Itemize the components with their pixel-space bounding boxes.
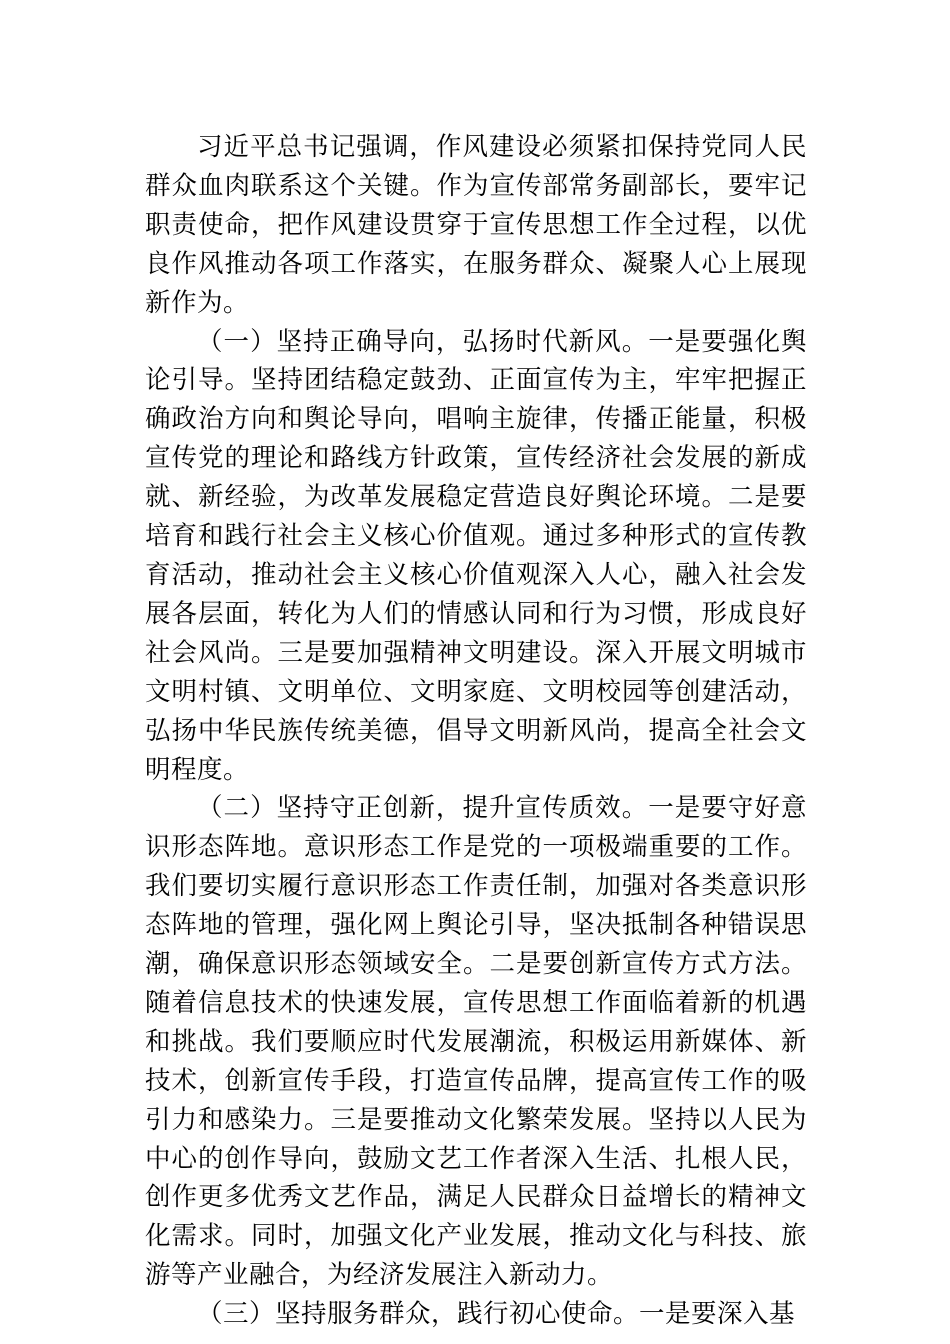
paragraph-section-one: （一）坚持正确导向，弘扬时代新风。一是要强化舆论引导。坚持团结稳定鼓劲、正面宣传为主，牢牢把握正确政治方向和舆论导向，唱响主旋律，传播正能量，积极宣传党的理论和路线方针政策，宣传经济社会发展的新成就、新经验，为改革发展稳定营造良好舆论环境。二是要培育和践行社会主义核心价值观。通过多种形式的宣传教育活动，推动社会主义核心价值观深入人心，融入社会发展各层面，转化为人们的情感认同和行为习惯，形成良好社会风尚。三是要加强精神文明建设。深入开展文明城市文明村镇、文明单位、文明家庭、文明校园等创建活动，弘扬中华民族传统美德，倡导文明新风尚，提高全社会文明程度。: [145, 326, 807, 785]
paragraph-section-three: （三）坚持服务群众，践行初心使命。一是要深入基: [197, 1299, 796, 1330]
paragraph-section-two: （二）坚持守正创新，提升宣传质效。一是要守好意识形态阵地。意识形态工作是党的一项极端重要的工作。我们要切实履行意识形态工作责任制，加强对各类意识形态阵地的管理，强化网上舆论引导，坚决抵制各种错误思潮，确保意识形态领域安全。二是要创新宣传方式方法。随着信息技术的快速发展，宣传思想工作面临着新的机遇和挑战。我们要顺应时代发展潮流，积极运用新媒体、新技术，创新宣传手段，打造宣传品牌，提高宣传工作的吸引力和感染力。三是要推动文化繁荣发展。坚持以人民为中心的创作导向，鼓励文艺工作者深入生活、扎根人民，创作更多优秀文艺作品，满足人民群众日益增长的精神文化需求。同时，加强文化产业发展，推动文化与科技、旅游等产业融合，为经济发展注入新动力。: [145, 793, 807, 1291]
paragraph-intro: 习近平总书记强调，作风建设必须紧扣保持党同人民群众血肉联系这个关键。作为宣传部常务副部长，要牢记职责使命，把作风建设贯穿于宣传思想工作全过程，以优良作风推动各项工作落实，在服务群众、凝聚人心上展现新作为。: [145, 132, 807, 318]
document-page: [145, 128, 807, 1334]
